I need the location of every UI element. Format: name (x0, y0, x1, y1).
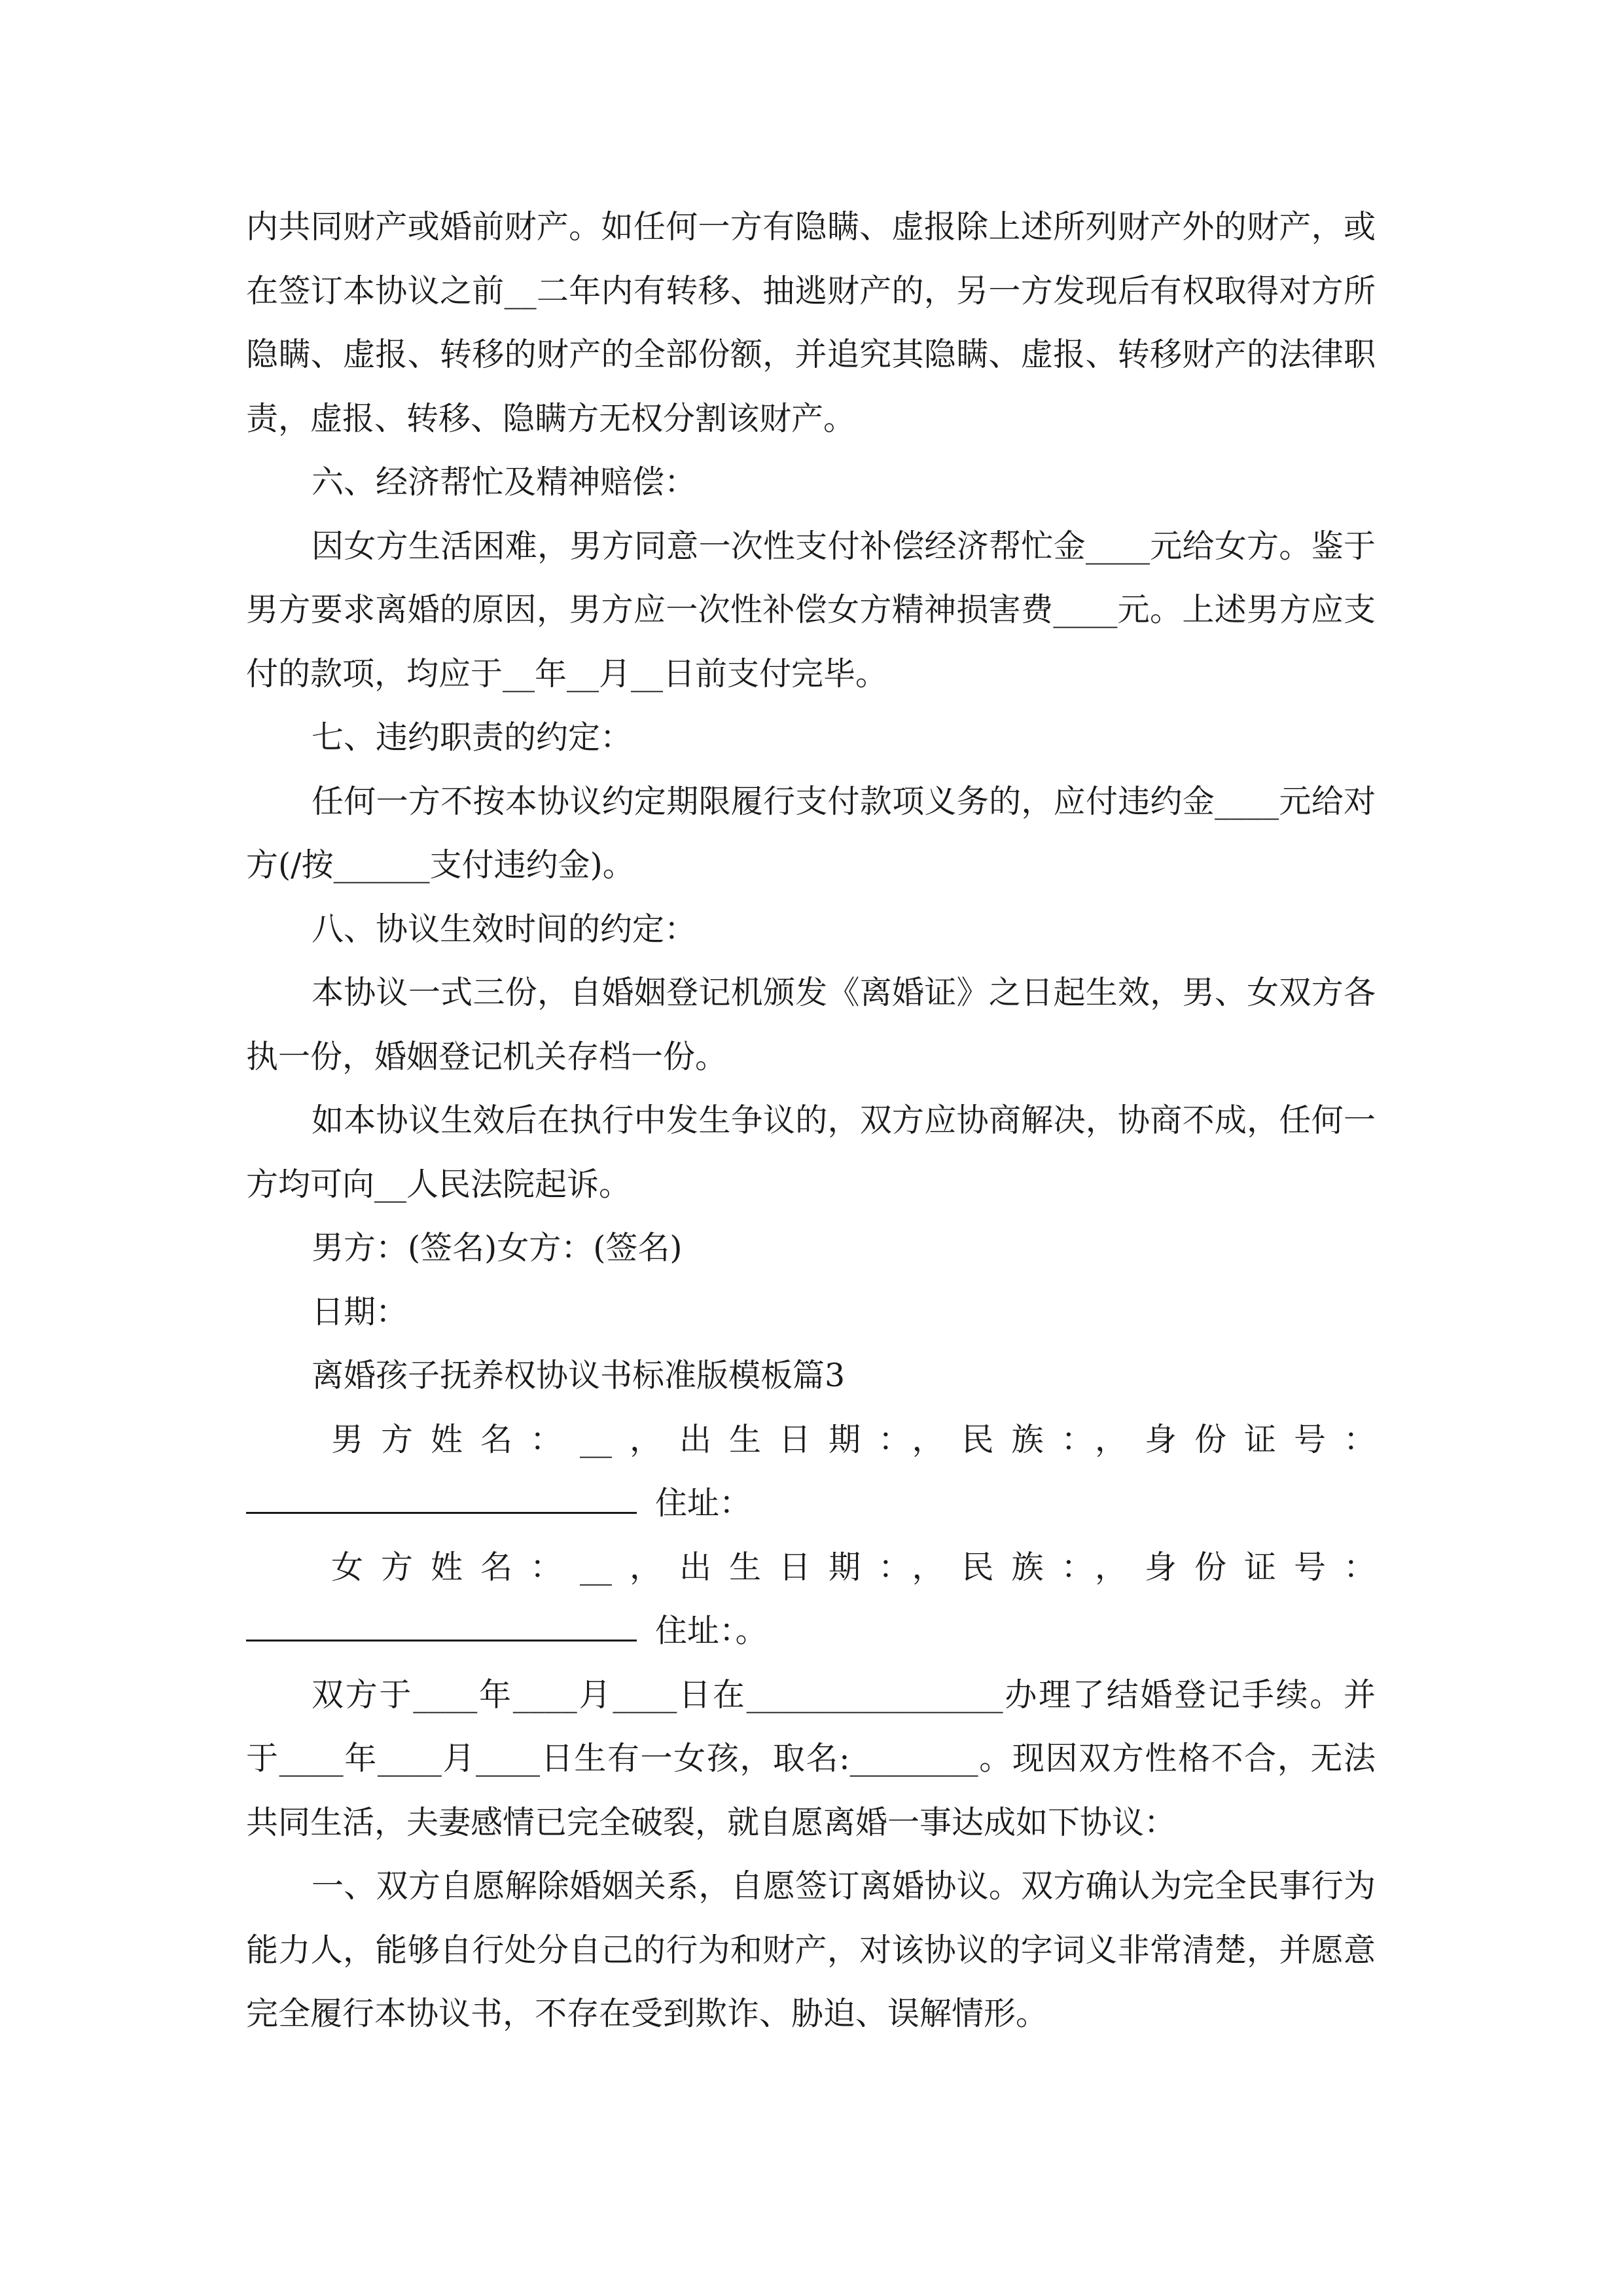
date-line: 日期： (312, 1293, 408, 1331)
paragraph-line: 在签订本协议之前__二年内有转移、抽逃财产的，另一方发现后有权取得对方所 (246, 272, 1376, 310)
paragraph-line: 付的款项，均应于__年__月__日前支付完毕。 (246, 655, 888, 692)
paragraph-line: 本协议一式三份，自婚姻登记机颁发《离婚证》之日起生效，男、女双方各 (312, 974, 1376, 1011)
paragraph-line: 共同生活，夫妻感情已完全破裂，就自愿离婚一事达成如下协议： (246, 1803, 1177, 1841)
paragraph-line: 内共同财产或婚前财产。如任何一方有隐瞒、虚报除上述所列财产外的财产，或 (246, 208, 1376, 245)
paragraph-line: 因女方生活困难，男方同意一次性支付补偿经济帮忙金____元给女方。鉴于 (312, 527, 1376, 565)
address-label: 住址：。 (655, 1612, 768, 1649)
paragraph-line: 方均可向__人民法院起诉。 (246, 1165, 632, 1203)
document-body (246, 195, 1376, 2046)
female-address-line (246, 1599, 1376, 1663)
paragraph-line: 完全履行本协议书，不存在受到欺诈、胁迫、误解情形。 (246, 1995, 1048, 2032)
section-heading: 七、违约职责的约定： (312, 719, 633, 756)
section-heading: 八、协议生效时间的约定： (312, 910, 697, 948)
paragraph-line: 责，虚报、转移、隐瞒方无权分割该财产。 (246, 399, 856, 437)
address-label: 住址： (655, 1484, 752, 1522)
male-address-line (246, 1471, 1376, 1535)
paragraph-line: 一、双方自愿解除婚姻关系，自愿签订离婚协议。双方确认为完全民事行为 (312, 1867, 1376, 1905)
female-info-line: 女方姓名：__，出生日期：，民族：，身份证号： (331, 1548, 1376, 1586)
section-heading: 六、经济帮忙及精神赔偿： (312, 463, 697, 501)
signature-line: 男方：(签名)女方：(签名) (312, 1229, 683, 1266)
document-subtitle: 离婚孩子抚养权协议书标准版模板篇3 (312, 1357, 846, 1394)
paragraph-line: 执一份，婚姻登记机关存档一份。 (246, 1037, 728, 1075)
paragraph-line: 隐瞒、虚报、转移的财产的全部份额，并追究其隐瞒、虚报、转移财产的法律职 (246, 336, 1376, 373)
paragraph-line: 如本协议生效后在执行中发生争议的，双方应协商解决，协商不成，任何一 (312, 1102, 1376, 1139)
paragraph-line: 能力人，能够自行处分自己的行为和财产，对该协议的字词义非常清楚，并愿意 (246, 1931, 1376, 1969)
paragraph-line: 于____年____月____日生有一女孩，取名:________。现因双方性格不合，无法 (246, 1740, 1376, 1777)
paragraph-line: 方(/按______支付违约金)。 (246, 846, 635, 884)
blank-underline (246, 1600, 637, 1641)
paragraph-line: 男方要求离婚的原因，男方应一次性补偿女方精神损害费____元。上述男方应支 (246, 591, 1376, 628)
paragraph-line: 双方于____年____月____日在________________办理了结婚登记手续。并 (312, 1676, 1376, 1713)
male-info-line: 男方姓名：__，出生日期：，民族：，身份证号： (331, 1420, 1376, 1458)
blank-underline (246, 1473, 637, 1514)
paragraph-line: 任何一方不按本协议约定期限履行支付款项义务的，应付违约金____元给对 (312, 782, 1376, 820)
